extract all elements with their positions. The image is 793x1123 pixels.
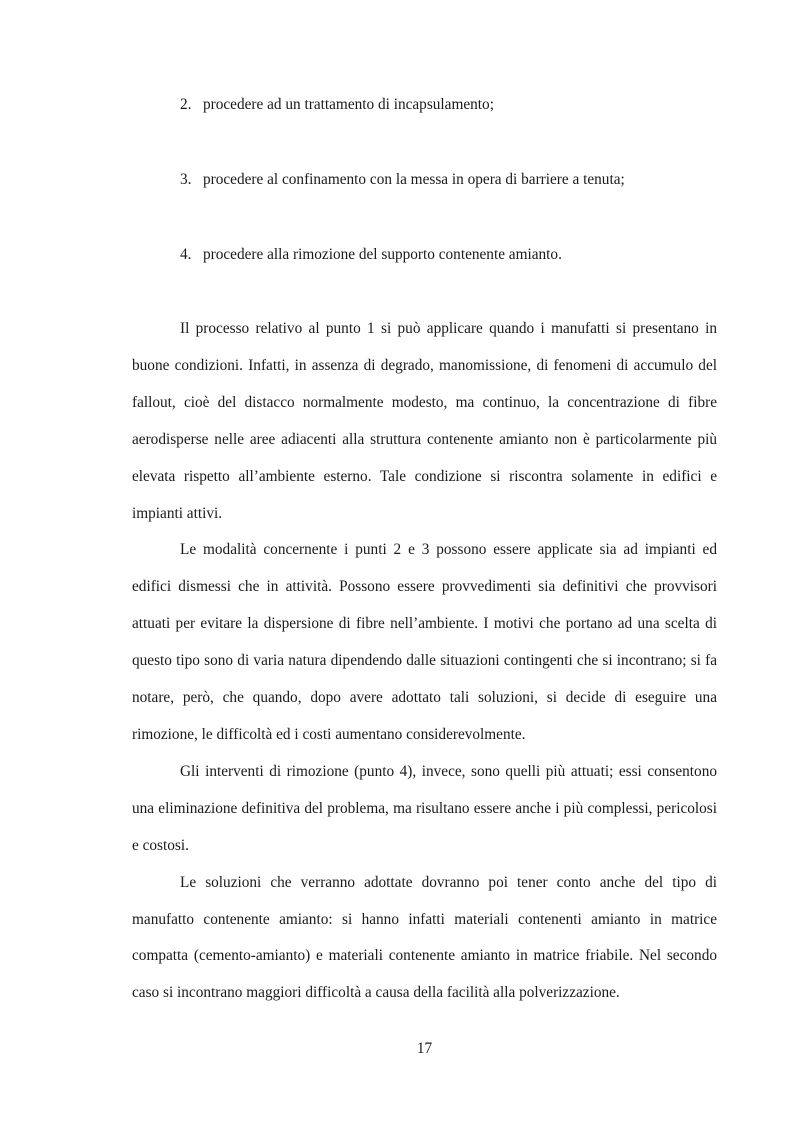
- paragraph-point-1: Il processo relativo al punto 1 si può applicare quando i manufatti si presentano in buone condizioni. Infatti, in assenza di degrado, manomissione, di fenomeni di accumulo del fallout, cioè del distacco normalmente modesto, ma continuo, la concentrazione di fibre aerodisperse nelle aree adiacenti alla struttura contenente amianto non è particolarmente più elevata rispetto all’ambiente esterno. Tale condizione si riscontra solamente in edifici e impianti attivi.: [132, 320, 717, 522]
- list-item-text: procedere ad un trattamento di incapsulamento;: [203, 96, 494, 113]
- paragraph-points-2-3: Le modalità concernente i punti 2 e 3 possono essere applicate sia ad impianti ed edifici dismessi che in attività. Possono essere provvedimenti sia definitivi che provvisori attuati per evitare la dispersione di fibre nell’ambiente. I motivi che portano ad una scelta di questo tipo sono di varia natura dipendendo dalle situazioni contingenti che si incontrano; si fa notare, però, che quando, dopo avere adottato tali soluzioni, si decide di eseguire una rimozione, le difficoltà ed i costi aumentano considerevolmente.: [132, 541, 717, 743]
- list-item-number: 4.: [180, 246, 192, 263]
- list-item: [180, 93, 717, 117]
- numbered-list: [180, 93, 717, 267]
- document-page: [132, 0, 717, 1123]
- body-text: [132, 311, 717, 1012]
- page-number: 17: [416, 1040, 433, 1057]
- list-item: [180, 168, 717, 192]
- list-item: [180, 243, 717, 267]
- paragraph-solutions: Le soluzioni che verranno adottate dovranno poi tener conto anche del tipo di manufatto contenente amianto: si hanno infatti materiali contenenti amianto in matrice compatta (cemento-amianto) e materiali contenente amianto in matrice friabile. Nel secondo caso si incontrano maggiori difficoltà a causa della facilità alla polverizzazione.: [132, 873, 717, 1002]
- list-item-number: 2.: [180, 96, 192, 113]
- paragraph-point-4: Gli interventi di rimozione (punto 4), invece, sono quelli più attuati; essi consentono una eliminazione definitiva del problema, ma risultano essere anche i più complessi, pericolosi e costosi.: [132, 762, 717, 854]
- list-item-text: procedere alla rimozione del supporto contenente amianto.: [203, 246, 562, 263]
- list-item-number: 3.: [180, 171, 192, 188]
- list-item-text: procedere al confinamento con la messa in opera di barriere a tenuta;: [203, 171, 625, 188]
